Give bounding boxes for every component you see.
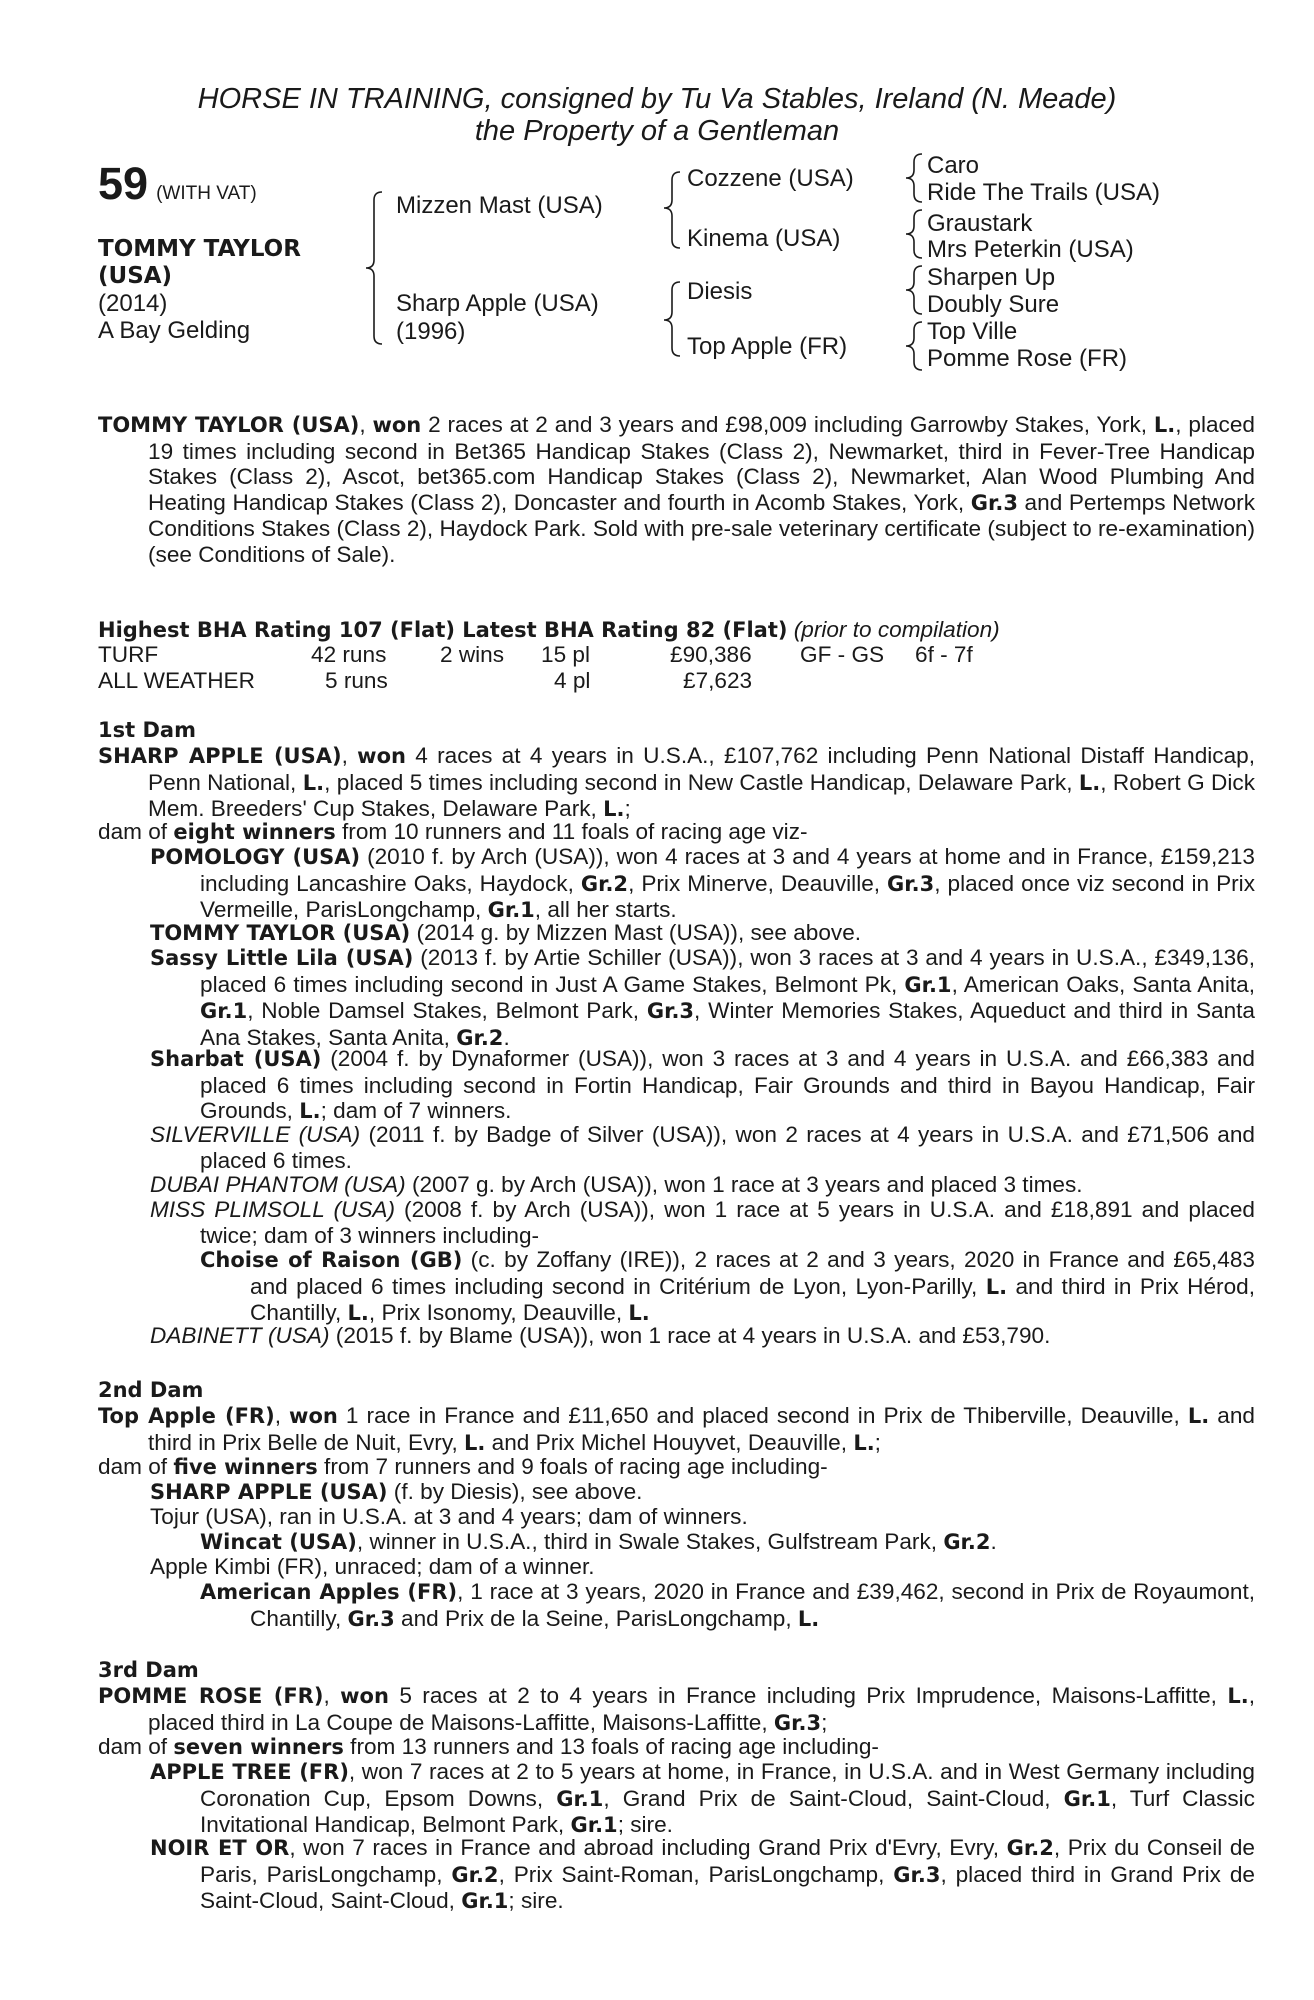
dam-text: from 13 runners and 13 foals of racing age including- [343,1734,879,1759]
group-mark: Gr.1 [1063,1786,1111,1811]
ratings-title: Highest BHA Rating 107 (Flat) Latest BHA Rating 82 (Flat) [98,618,788,642]
group-mark: Gr.3 [646,999,695,1023]
produce-entry [150,1759,1255,1839]
dam-text: and third in Prix Belle de Nuit, Evry, [148,1403,1255,1455]
dam-text: ; [624,796,631,821]
produce-name: Sharbat (USA) [150,1047,322,1071]
listed-mark: L. [853,1430,875,1455]
group-mark: Gr.3 [347,1606,395,1631]
pedigree-dam: Sharp Apple (USA) [396,290,599,317]
group-mark: Gr.2 [451,1862,499,1887]
aw-placed: 4 pl [554,668,591,693]
dam-text: 1 race in France and £11,650 and placed second in Prix de Thiberville, Deauville, [337,1403,1188,1428]
page-header-line1: HORSE IN TRAINING, consigned by Tu Va Stables, Ireland (N. Meade) [197,83,1117,115]
produce-text: ; dam of 7 winners. [320,1098,512,1123]
pedigree-g6: Doubly Sure [927,291,1060,318]
horse-year: (2014) [98,290,168,317]
dam-text: , placed 5 times including second in New Castle Handicap, Delaware Park, [324,769,1079,795]
third-dam-heading: 3rd Dam [98,1658,199,1682]
listed-mark: L. [985,1274,1008,1299]
group-mark: Gr.2 [580,871,629,896]
pedigree-g3: Graustark [927,210,1033,237]
group-mark: Gr.1 [556,1786,604,1811]
turf-runs: 42 runs [311,642,387,667]
dam-text: and Prix Michel Houyvet, Deauville, [485,1429,854,1455]
produce-text: , Winter Memories Stakes, Aqueduct and third in Santa Ana Stakes, Santa Anita, [200,998,1255,1050]
second-dam-record: Top Apple (FR), won 1 race in France and £11,650 and placed second in Prix de Thiberville, Deauville, L. and third in Prix Belle de Nuit, Evry, L. and Prix Michel Houyvet, Deauville, L.; [98,1403,1255,1455]
produce-text: , Prix Saint-Roman, ParisLongchamp, [498,1861,894,1887]
turf-label: TURF [98,642,159,667]
produce-name: TOMMY TAYLOR (USA) [150,921,411,945]
summary-text: , placed 19 times including second in Bet365 Handicap Stakes (Class 2), Newmarket, third in Fever-Tree Handicap Stakes (Class 2), Ascot, bet365.com Handicap Stakes (Class 2), Newmarket, Alan Wood Plumbing And Heating Handicap Stakes (Class 2), Doncaster and fourth in Acomb Stakes, York, [148,412,1255,515]
produce-text: ; sire. [508,1888,564,1913]
produce-name: MISS PLIMSOLL (USA) [150,1197,395,1222]
lot-number-value: 59 [98,158,149,209]
listed-mark: L. [603,797,625,821]
winners-count: five winners [173,1455,318,1479]
produce-text: , Prix Isonomy, Deauville, [368,1300,629,1325]
produce-name: APPLE TREE (FR) [150,1760,349,1784]
produce-text: . [990,1529,997,1554]
dam-text: 5 races at 2 to 4 years in France including Prix Imprudence, Maisons-Laffitte, [388,1683,1228,1708]
dam-text: from 7 runners and 9 foals of racing age including- [317,1454,828,1479]
produce-entry [150,1046,1255,1125]
produce-entry [200,1247,1255,1327]
listed-mark: L. [1078,770,1101,795]
produce-text: (2004 f. by Dynaformer (USA)), won 3 races at 3 and 4 years in U.S.A. and £66,383 and placed 6 times including second in Fortin Handicap, Fair Grounds and third in Bayou Handicap, Fair Grounds, [200,1046,1255,1123]
group-mark: Gr.2 [943,1530,991,1554]
aw-label: ALL WEATHER [98,668,255,693]
dam-name: Top Apple (FR) [98,1404,275,1428]
produce-text: , American Oaks, Santa Anita, [951,971,1255,997]
third-dam-record: POMME ROSE (FR), won 5 races at 2 to 4 years in France including Prix Imprudence, Maisons-Laffitte, L., placed third in La Coupe de Maisons-Laffitte, Maisons-Laffitte, Gr.3; [98,1683,1256,1735]
group-mark: Gr.1 [487,898,535,922]
first-dam-record: SHARP APPLE (USA), won 4 races at 4 years in U.S.A., £107,762 including Penn National Distaff Handicap, Penn National, L., placed 5 times including second in New Castle Handicap, Delaware Park, L., Robert G Dick Mem. Breeders' Cup Stakes, Delaware Park, L.; [98,743,1255,821]
turf-going: GF - GS [800,642,885,667]
listed-mark: L. [1187,1404,1210,1428]
pedigree-g4: Mrs Peterkin (USA) [927,236,1134,263]
produce-text: , Prix Minerve, Deauville, [628,870,888,896]
produce-name: POMOLOGY (USA) [150,845,361,869]
produce-text: and Prix de la Seine, ParisLongchamp, [394,1605,798,1631]
pedigree-g5: Sharpen Up [927,264,1056,291]
ratings-note: (prior to compilation) [793,617,1000,642]
group-mark: Gr.3 [893,1862,941,1887]
dam-of-text: dam of [98,1454,174,1479]
first-dam-heading: 1st Dam [98,718,196,742]
pedigree-dam-sire: Diesis [687,278,753,305]
produce-text: (f. by Diesis), see above. [387,1479,643,1504]
page-header-line2: the Property of a Gentleman [474,115,840,147]
listed-mark: L. [302,770,325,795]
pedigree-g2: Ride The Trails (USA) [927,179,1160,206]
dam-text: , Robert G Dick Mem. Breeders' Cup Stakes, Delaware Park, [148,769,1255,821]
pedigree-sire-sire: Cozzene (USA) [687,165,854,192]
horse-name: TOMMY TAYLOR [98,236,301,262]
dam-won: won [289,1404,338,1428]
pedigree-g8: Pomme Rose (FR) [927,345,1128,372]
winners-count: eight winners [173,820,336,844]
second-dam-heading: 2nd Dam [98,1378,204,1402]
produce-name: SHARP APPLE (USA) [150,1480,388,1504]
produce-text: , placed third in Grand Prix de Saint-Cloud, Saint-Cloud, [200,1861,1255,1913]
produce-entry [200,1579,1255,1632]
produce-text: (2013 f. by Artie Schiller (USA)), won 3 races at 3 and 4 years in U.S.A., £349,136, placed 6 times including second in Just A Game Stakes, Belmont Pk, [200,945,1256,997]
produce-name: Sassy Little Lila (USA) [150,946,414,970]
listed-mark: L. [464,1430,486,1455]
produce-text: , won 7 races in France and abroad including Grand Prix d'Evry, Evry, [289,1835,1007,1860]
third-dam-produce-intro [98,1734,1205,1761]
pedigree-dam-dam: Top Apple (FR) [687,333,848,360]
produce-text: , 1 race at 3 years, 2020 in France and £39,462, second in Prix de Royaumont, Chantilly, [250,1579,1255,1631]
group-mark: Gr.1 [200,999,248,1023]
group-mark: Gr.1 [461,1889,509,1913]
produce-text: , winner in U.S.A., third in Swale Stakes, Gulfstream Park, [356,1529,944,1554]
turf-wins: 2 wins [440,642,505,667]
produce-entry [150,1835,1255,1915]
listed-mark: L. [1153,413,1176,437]
dam-won: won [357,744,406,768]
listed-mark: L. [797,1606,820,1631]
produce-text: and third in Prix Hérod, Chantilly, [250,1273,1255,1325]
produce-name: DUBAI PHANTOM (USA) [150,1172,406,1197]
dam-of-text: dam of [98,819,174,844]
race-summary: TOMMY TAYLOR (USA), won 2 races at 2 and 3 years and £98,009 including Garrowby Stakes, York, L., placed 19 times including second in Bet365 Handicap Stakes (Class 2), Newmarket, third in Fever-Tree Handicap Stakes (Class 2), Ascot, bet365.com Handicap Stakes (Class 2), Newmarket, Alan Wood Plumbing And Heating Handicap Stakes (Class 2), Doncaster and fourth in Acomb Stakes, York, Gr.3 and Pertemps Network Conditions Stakes (Class 2), Haydock Park. Sold with pre-sale veterinary certificate (subject to re-examination) (see Conditions of Sale). [98,412,1256,567]
listed-mark: L. [347,1301,369,1325]
group-mark: Gr.1 [570,1813,618,1837]
dam-name: SHARP APPLE (USA) [98,744,342,768]
produce-entry [150,1323,1255,1349]
turf-placed: 15 pl [541,642,590,667]
dam-text: ; [874,1429,881,1455]
produce-text: , Noble Damsel Stakes, Belmont Park, [247,998,647,1023]
vat-label: (WITH VAT) [156,183,257,204]
produce-text: (c. by Zoffany (IRE)), 2 races at 2 and 3 years, 2020 in France and £65,483 and placed 6 times including second in Critérium de Lyon, Lyon-Parilly, [250,1247,1255,1299]
dam-text: 4 races at 4 years in U.S.A., £107,762 including Penn National Distaff Handicap, Penn National, [148,743,1255,795]
dam-won: won [340,1684,389,1708]
produce-text: , placed once viz second in Prix Vermeille, ParisLongchamp, [200,870,1255,922]
produce-entry [150,1479,1255,1506]
pedigree-sire-dam: Kinema (USA) [687,225,841,252]
group-mark: Gr.2 [456,1025,504,1050]
produce-name: NOIR ET OR [150,1836,290,1860]
produce-text: (2014 g. by Mizzen Mast (USA)), see above. [410,920,862,945]
group-mark: Gr.3 [887,871,935,896]
turf-distance: 6f - 7f [915,642,973,667]
produce-name: American Apples (FR) [200,1580,458,1604]
produce-name: DABINETT (USA) [150,1323,330,1348]
pedigree-g7: Top Ville [927,318,1018,345]
produce-text: (2015 f. by Blame (USA)), won 1 race at 4 years in U.S.A. and £53,790. [329,1323,1051,1348]
produce-entry: Apple Kimbi (FR), unraced; dam of a winner. [150,1554,595,1579]
dam-text: , placed third in La Coupe de Maisons-Laffitte, Maisons-Laffitte, [148,1683,1256,1735]
produce-text: (2008 f. by Arch (USA)), won 1 race at 5 years in U.S.A. and £18,891 and placed twice; dam of 3 winners including- [200,1197,1255,1248]
produce-text: , won 7 races at 2 to 5 years at home, in France, in U.S.A. and in West Germany including Coronation Cup, Epsom Downs, [200,1759,1255,1811]
produce-entry [150,945,1255,1051]
group-mark: Gr.3 [773,1710,822,1735]
produce-entry: Tojur (USA), ran in U.S.A. at 3 and 4 years; dam of winners. [150,1504,748,1529]
summary-text: 2 races at 2 and 3 years and £98,009 including Garrowby Stakes, York, [421,412,1154,437]
horse-description: A Bay Gelding [98,317,251,344]
produce-text: , all her starts. [534,897,677,922]
produce-entry [150,1122,1255,1173]
dam-name: POMME ROSE (FR) [98,1684,324,1708]
produce-text: (2010 f. by Arch (USA)), won 4 races at 3 and 4 years at home and in France, £159,213 including Lancashire Oaks, Haydock, [200,844,1255,896]
pedigree-g1: Caro [927,152,980,179]
group-mark: Gr.3 [970,490,1018,515]
first-dam-produce-intro [98,819,1205,846]
produce-text: , Turf Classic Invitational Handicap, Belmont Park, [200,1785,1255,1837]
winners-count: seven winners [173,1735,344,1759]
produce-text: (2007 g. by Arch (USA)), won 1 race at 3 years and placed 3 times. [405,1172,1083,1197]
dam-of-text: dam of [98,1734,174,1759]
produce-text: . [503,1024,510,1050]
produce-name: Wincat (USA) [200,1530,357,1554]
pedigree-sire: Mizzen Mast (USA) [396,192,603,219]
produce-name: Choise of Raison (GB) [200,1248,463,1272]
turf-prize-money: £90,386 [670,642,752,667]
second-dam-produce-intro [98,1454,1205,1481]
produce-text: , Grand Prix de Saint-Cloud, Saint-Cloud, [603,1785,1064,1811]
produce-entry [200,1529,1255,1556]
listed-mark: L. [1227,1684,1249,1708]
ratings-heading [98,617,1000,643]
summary-horse-name: TOMMY TAYLOR (USA) [98,413,360,437]
dam-text: ; [821,1709,828,1735]
group-mark: Gr.1 [904,972,952,997]
produce-text: ; sire. [617,1812,673,1837]
aw-prize-money: £7,623 [683,668,753,693]
produce-entry [150,1197,1255,1248]
produce-entry [150,844,1255,924]
produce-entry [150,1172,1255,1198]
dam-text: from 10 runners and 11 foals of racing age viz- [335,819,808,844]
listed-mark: L. [299,1099,321,1123]
summary-won: won [372,413,422,437]
pedigree-dam-year: (1996) [396,318,466,345]
produce-text: (2011 f. by Badge of Silver (USA)), won 2 races at 4 years in U.S.A. and £71,506 and placed 6 times. [200,1122,1255,1173]
summary-text: and Pertemps Network Conditions Stakes (Class 2), Haydock Park. Sold with pre-sale veterinary certificate (subject to re-examination) (see Conditions of Sale). [148,489,1256,567]
horse-country: (USA) [98,263,173,289]
group-mark: Gr.2 [1006,1836,1054,1860]
produce-text: , Prix du Conseil de Paris, ParisLongchamp, [200,1835,1255,1887]
listed-mark: L. [628,1301,650,1325]
produce-entry [150,920,1255,947]
produce-name: SILVERVILLE (USA) [150,1122,361,1147]
aw-runs: 5 runs [325,668,388,693]
